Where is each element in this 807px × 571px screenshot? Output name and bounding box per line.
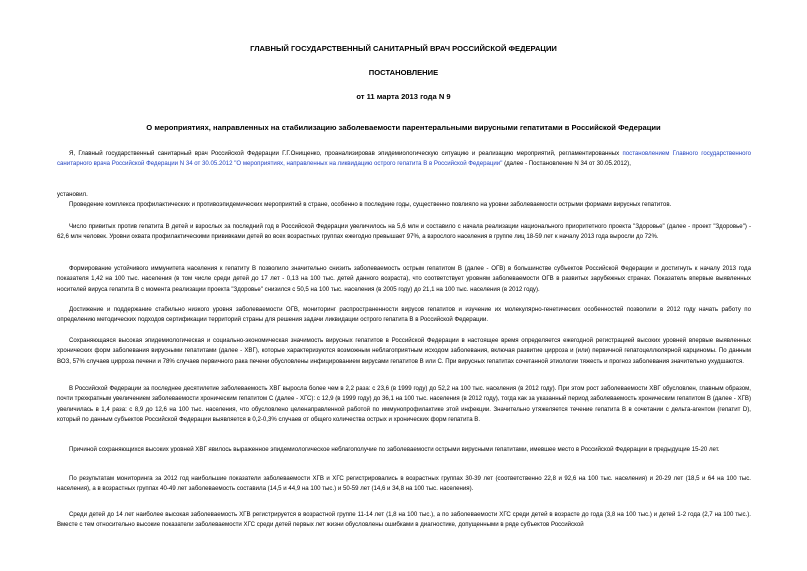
established-label: установил. (57, 191, 88, 198)
paragraph: По результатам мониторинга за 2012 год наибольшие показатели заболеваемости ХГВ и ХГС регистрировались в возрастных группах 30-39 лет (соответственно 22,8 и 92,6 на 100 тыс. населения) и 20-29 лет (18,5 и 64 на 100 тыс. населения), а в возрастных группах 40-49 лет заболеваемость составила (14,5 и 44,9 на 100 тыс.) и 50-59 лет (14,6 и 34,8 на 100 тыс. населения). (57, 475, 751, 493)
issuing-authority: ГЛАВНЫЙ ГОСУДАРСТВЕННЫЙ САНИТАРНЫЙ ВРАЧ РОССИЙСКОЙ ФЕДЕРАЦИИ (250, 44, 557, 53)
paragraph: Сохраняющаяся высокая эпидемиологическая и социально-экономическая значимость вирусных гепатитов в Российской Федерации в настоящее время определяется ежегодной регистрацией высоких уровней впервые выявленных хронических форм заболевания вирусными гепатитами (далее - ХВГ), которые характеризуются возможным неблагоприятным исходом заболевания, включая развитие цирроза и (или) первичной гепатоцеллюлярной карциномы. По данным ВОЗ, 57% случаев цирроза печени и 78% случаев первичного рака печени обусловлены инфицированием вирусами гепатитов В или С. При вирусных гепатитах сочетанной этиологии тяжесть и прогноз заболевания значительно ухудшаются. (57, 337, 751, 365)
paragraph: Достижение и поддержание стабильно низкого уровня заболеваемости ОГВ, мониторинг распространенности вирусов гепатитов и изучение их молекулярно-генетических особенностей позволили в 2012 году начать работу по определению методических подходов сертификации территорий страны для решения задачи ликвидации острого гепатита В в Российской Федерации. (57, 306, 751, 324)
paragraph: Проведение комплекса профилактических и противоэпидемических мероприятий в стране, особенно в последние годы, существенно повлияло на уровни заболеваемости острыми формами вирусных гепатитов. (69, 201, 672, 208)
intro-text: Я, Главный государственный санитарный врач Российской Федерации Г.Г.Онищенко, проанализировав эпидемиологическую ситуацию и реализацию мероприятий, регламентированных (69, 150, 620, 157)
paragraph: Среди детей до 14 лет наиболее высокая заболеваемость ХГВ регистрируется в возрастной группе 11-14 лет (1,8 на 100 тыс.), а по заболеваемости ХГС среди детей в возрасте до года (3,8 на 100 тыс.) и детей 1-2 года (2,7 на 100 тыс.). Вместе с тем относительно высокие показатели заболеваемости ХГС среди детей первых лет жизни обусловлены ошибками в диагностике, допущенными в ряде субъектов Российской (57, 511, 751, 529)
document-date-number: от 11 марта 2013 года N 9 (356, 92, 451, 101)
resolution-link[interactable]: постановлением Главного государственного санитарного врача Российской Федерации N 34 от 30.05.2012 "О мероприятиях, направленных на ликвидацию острого гепатита В в Российской Федерации" (57, 150, 751, 168)
paragraph: Причиной сохраняющихся высоких уровней ХВГ явилось выраженное эпидемиологическое неблагополучие по заболеваемости острыми вирусными гепатитами, имевшее место в Российской Федерации в предыдущие 15-20 лет. (69, 446, 720, 453)
intro-suffix: (далее - Постановление N 34 от 30.05.2012), (504, 160, 631, 168)
paragraph: Число привитых против гепатита В детей и взрослых за последний год в Российской Федерации увеличилось на 5,6 млн и составило с начала реализации национального приоритетного проекта "Здоровье" (далее - проект "Здоровье") - 62,6 млн человек. Уровни охвата профилактическими прививками детей во всех возрастных группах ежегодно превышает 97%, а взрослого населения в группе лиц 18-59 лет к началу 2013 года выросли до 72%. (57, 223, 751, 241)
document-title: О мероприятиях, направленных на стабилизацию заболеваемости парентеральными вирусными гепатитами в Российской Федерации (146, 123, 661, 132)
document-type: ПОСТАНОВЛЕНИЕ (368, 68, 439, 77)
paragraph: В Российской Федерации за последнее десятилетие заболеваемость ХВГ выросла более чем в 2,2 раза: с 23,6 (в 1999 году) до 52,2 на 100 тыс. населения (в 2012 году). При этом рост заболеваемости ХВГ обусловлен, главным образом, почти трехкратным увеличением заболеваемости хроническим гепатитом С (далее - ХГС): с 12,9 (в 1999 году) до 36,1 на 100 тыс. населения (в 2012 году), тогда как за указанный период заболеваемость хроническим гепатитом В (далее - ХГВ) увеличилась в 1,4 раза: с 8,9 до 12,6 на 100 тыс. населения, что обусловлено целенаправленной работой по иммунопрофилактике этой инфекции. Значительно утяжеляется течение гепатита В в сочетании с дельта-агентом (гепатит D), который по данным субъектов Российской Федерации выявляется в 0,2-0,3% случаев от общего количества острых и хронических форм гепатита В. (57, 385, 751, 424)
paragraph: Формирование устойчивого иммунитета населения к гепатиту В позволило значительно снизить заболеваемость острым гепатитом В (далее - ОГВ) в большинстве субъектов Российской Федерации и достигнуть к началу 2013 года показателя 1,42 на 100 тыс. населения (в том числе среди детей до 17 лет - 0,13 на 100 тыс. детей данного возраста), что соответствует уровням заболеваемости ОГВ в развитых зарубежных странах. Показатель впервые выявленных носителей вируса гепатита В с момента реализации проекта "Здоровье" снизился с 50,5 на 100 тыс. населения (в 2005 году) до 21,1 на 100 тыс. населения (в 2012 году). (57, 265, 751, 293)
intro-paragraph (57, 149, 751, 170)
